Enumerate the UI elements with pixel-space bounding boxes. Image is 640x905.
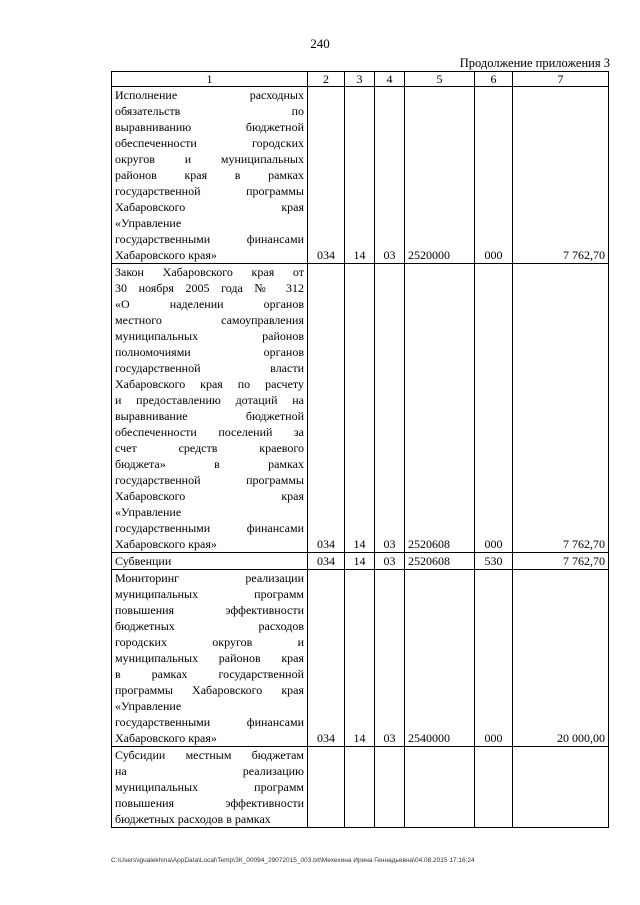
header-cell: 5 [405,72,475,87]
header-cell: 7 [513,72,609,87]
expense-type-cell: 000 [475,264,513,553]
file-path-footer: C:\Users\igualekhina\AppData\Local\Temp\ЗК_00094_29072015_003.txt\Мехехина Ирина Геннадьевна\04.08.2015 17:16:24 [111,857,475,864]
expense-name-line: государственными финансами [115,521,304,535]
budget-table [111,71,609,828]
subsection-code-cell: 03 [375,570,405,747]
header-cell: 1 [112,72,308,87]
expense-name-line: государственными финансами [115,232,304,246]
expense-name-line: Мониторинг реализации [115,571,304,585]
expense-name-line: округов и муниципальных [115,152,304,166]
expense-name-line: бюджетных расходов в рамках [115,812,271,826]
ministry-code-cell: 034 [308,553,345,570]
target-code-cell: 2540000 [405,570,475,747]
expense-name-line: местного самоуправления [115,313,304,327]
table-row [112,747,609,828]
section-code-cell: 14 [345,264,375,553]
expense-name-line: счет средств краевого [115,441,304,455]
table-row [112,264,609,553]
continuation-label: Продолжение приложения 3 [459,56,610,70]
section-code-cell: 14 [345,553,375,570]
expense-name-line: «Управление [115,505,182,519]
expense-name-line: «Управление [115,699,182,713]
expense-name-line: повышения эффективности [115,603,304,617]
target-code-cell [405,747,475,828]
ministry-code-cell: 034 [308,87,345,264]
expense-name-line: обязательств по [115,104,304,118]
table-row [112,570,609,747]
expense-name-line: на реализацию [115,764,304,778]
expense-name-cell [112,87,308,264]
expense-name-line: выравниванию бюджетной [115,120,304,134]
expense-type-cell [475,747,513,828]
expense-name-line: Хабаровского края [115,200,304,214]
expense-name-line: Закон Хабаровского края от [115,265,304,279]
expense-name-line: государственной программы [115,473,304,487]
expense-name-line: бюджетных расходов [115,619,304,633]
amount-cell [513,747,609,828]
section-code-cell: 14 [345,570,375,747]
expense-name-line: муниципальных программ [115,780,304,794]
expense-name-line: Субсидии местным бюджетам [115,748,304,762]
expense-name-cell [112,553,308,570]
amount-cell: 7 762,70 [513,553,609,570]
amount-cell: 20 000,00 [513,570,609,747]
target-code-cell: 2520608 [405,264,475,553]
header-cell: 2 [308,72,345,87]
expense-name-line: обеспеченности поселений за [115,425,304,439]
subsection-code-cell: 03 [375,264,405,553]
expense-name-line: государственной программы [115,184,304,198]
ministry-code-cell: 034 [308,264,345,553]
expense-name-cell [112,570,308,747]
expense-name-line: Хабаровского края» [115,537,217,551]
expense-name-line: Хабаровского края [115,489,304,503]
subsection-code-cell: 03 [375,553,405,570]
expense-name-line: Хабаровского края» [115,248,217,262]
expense-name-line: Субвенции [115,554,172,568]
expense-type-cell: 530 [475,553,513,570]
amount-cell: 7 762,70 [513,87,609,264]
expense-name-line: муниципальных районов [115,329,304,343]
page-number: 240 [310,36,330,51]
expense-name-line: районов края в рамках [115,168,304,182]
table-row [112,553,609,570]
expense-name-line: бюджета» в рамках [115,457,304,471]
section-code-cell: 14 [345,87,375,264]
expense-name-line: «О наделении органов [115,297,304,311]
header-cell: 6 [475,72,513,87]
header-cell: 4 [375,72,405,87]
expense-name-line: государственной власти [115,361,304,375]
expense-name-line: выравнивание бюджетной [115,409,304,423]
table-row [112,87,609,264]
header-row [112,72,609,87]
expense-name-line: полномочиями органов [115,345,304,359]
header-cell: 3 [345,72,375,87]
expense-name-line: муниципальных районов края [115,651,304,665]
expense-name-cell [112,747,308,828]
section-code-cell [345,747,375,828]
target-code-cell: 2520000 [405,87,475,264]
expense-name-line: муниципальных программ [115,587,304,601]
expense-name-line: повышения эффективности [115,796,304,810]
expense-name-line: Хабаровского края» [115,731,217,745]
expense-name-line: «Управление [115,216,182,230]
expense-name-line: программы Хабаровского края [115,683,304,697]
expense-name-line: 30 ноября 2005 года № 312 [115,281,304,295]
expense-type-cell: 000 [475,87,513,264]
ministry-code-cell: 034 [308,570,345,747]
expense-name-line: Исполнение расходных [115,88,304,102]
expense-name-cell [112,264,308,553]
amount-cell: 7 762,70 [513,264,609,553]
ministry-code-cell [308,747,345,828]
expense-type-cell: 000 [475,570,513,747]
subsection-code-cell [375,747,405,828]
expense-name-line: и предоставлению дотаций на [115,393,304,407]
expense-name-line: городских округов и [115,635,304,649]
subsection-code-cell: 03 [375,87,405,264]
expense-name-line: обеспеченности городских [115,136,304,150]
expense-name-line: в рамках государственной [115,667,304,681]
expense-name-line: государственными финансами [115,715,304,729]
expense-name-line: Хабаровского края по расчету [115,377,304,391]
target-code-cell: 2520608 [405,553,475,570]
